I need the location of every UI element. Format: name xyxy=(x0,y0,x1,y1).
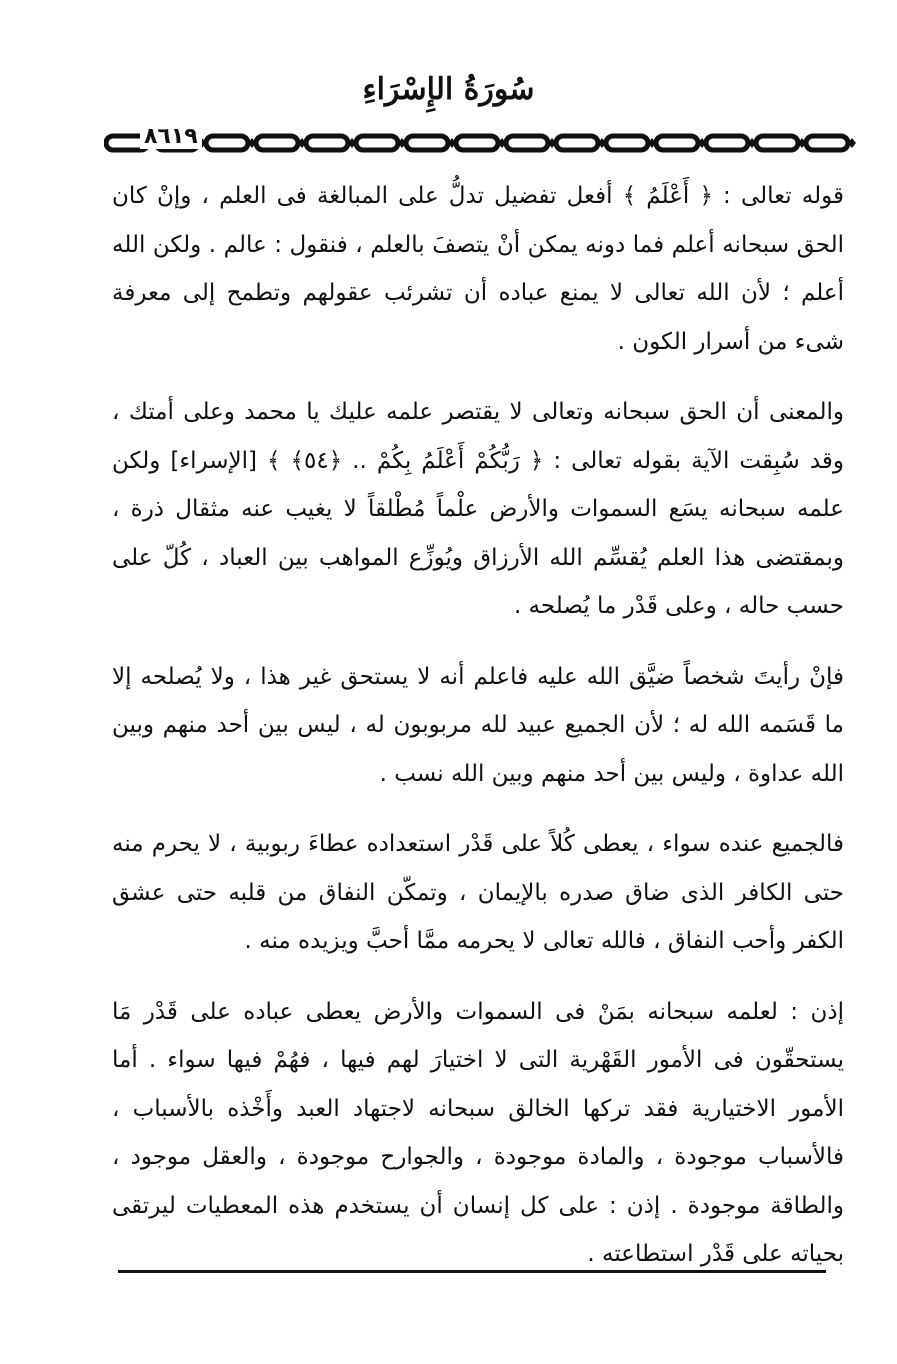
paragraph: إذن : لعلمه سبحانه بمَنْ فى السموات والأرض يعطى عباده على قَدْر مَا يستحقّون فى الأمور القَهْرية التى لا اختيارَ لهم فيها ، فهُمْ فيها سواء . أما الأمور الاختيارية فقد تركها الخالق سبحانه لاجتهاد العبد وأَخْذه بالأسباب ، فالأسباب موجودة ، والمادة موجودة ، والجوارح موجودة ، والعقل موجود ، والطاقة موجودة . إذن : على كل إنسان أن يستخدم هذه المعطيات ليرتقى بحياته على قَدْر استطاعته . xyxy=(112,998,844,1267)
chain-link xyxy=(706,136,748,150)
paragraph: قوله تعالى : ﴿ أَعْلَمُ ﴾ أفعل تفضيل تدلُّ على المبالغة فى العلم ، وإنْ كان الحق سبحانه أعلم فما دونه يمكن أنْ يتصفَ بالعلم ، فنقول : عالم . ولكن الله أعلم ؛ لأن الله تعالى لا يمنع عباده أن تشرئب عقولهم وتطمح إلى معرفة شىء من أسرار الكون . xyxy=(112,183,844,355)
chain-link xyxy=(306,136,348,150)
footer-rule xyxy=(118,1270,826,1273)
chain-link xyxy=(406,136,448,150)
chain-link xyxy=(256,136,298,150)
chain-link xyxy=(656,136,698,150)
chain-link xyxy=(806,136,848,150)
chain-link xyxy=(356,136,398,150)
ornamental-border xyxy=(104,132,860,154)
chain-link xyxy=(456,136,498,150)
chain-link xyxy=(506,136,548,150)
page-body xyxy=(112,172,844,1301)
chain-link xyxy=(756,136,798,150)
paragraph: فالجميع عنده سواء ، يعطى كُلاً على قَدْر استعداده عطاءَ ربوبية ، لا يحرم منه حتى الكافر الذى ضاق صدره بالإيمان ، وتمكّن النفاق من قلبه حتى عشق الكفر وأحب النفاق ، فالله تعالى لا يحرمه ممَّا أحبَّ ويزيده منه . xyxy=(112,831,844,954)
surah-title: سُورَةُ الإِسْرَاءِ xyxy=(362,72,535,107)
paragraph: والمعنى أن الحق سبحانه وتعالى لا يقتصر علمه عليك يا محمد وعلى أمتك ، وقد سُبِقت الآية بقوله تعالى : ﴿ رَبُّكُمْ أَعْلَمُ بِكُمْ .. ﴿٥٤﴾ ﴾ [الإسراء] ولكن علمه سبحانه يسَع السموات والأرض علْماً مُطْلقاً لا يغيب عنه مثقال ذرة ، وبمقتضى هذا العلم يُقسِّم الله الأرزاق ويُوزِّع المواهب بين العباد ، كُلّ على حسب حاله ، وعلى قَدْر ما يُصلحه . xyxy=(112,399,844,619)
chain-link xyxy=(606,136,648,150)
chain-link xyxy=(206,136,248,150)
chain-link xyxy=(556,136,598,150)
paragraph: فإنْ رأيتَ شخصاً ضيَّق الله عليه فاعلم أنه لا يستحق غير هذا ، ولا يُصلحه إلا ما قَسَمه الله له ؛ لأن الجميع عبيد لله مربوبون له ، ليس بين أحد منهم وبين الله عداوة ، وليس بين أحد منهم وبين الله نسب . xyxy=(112,663,844,787)
page-number: ٨٦١٩ xyxy=(140,124,202,149)
